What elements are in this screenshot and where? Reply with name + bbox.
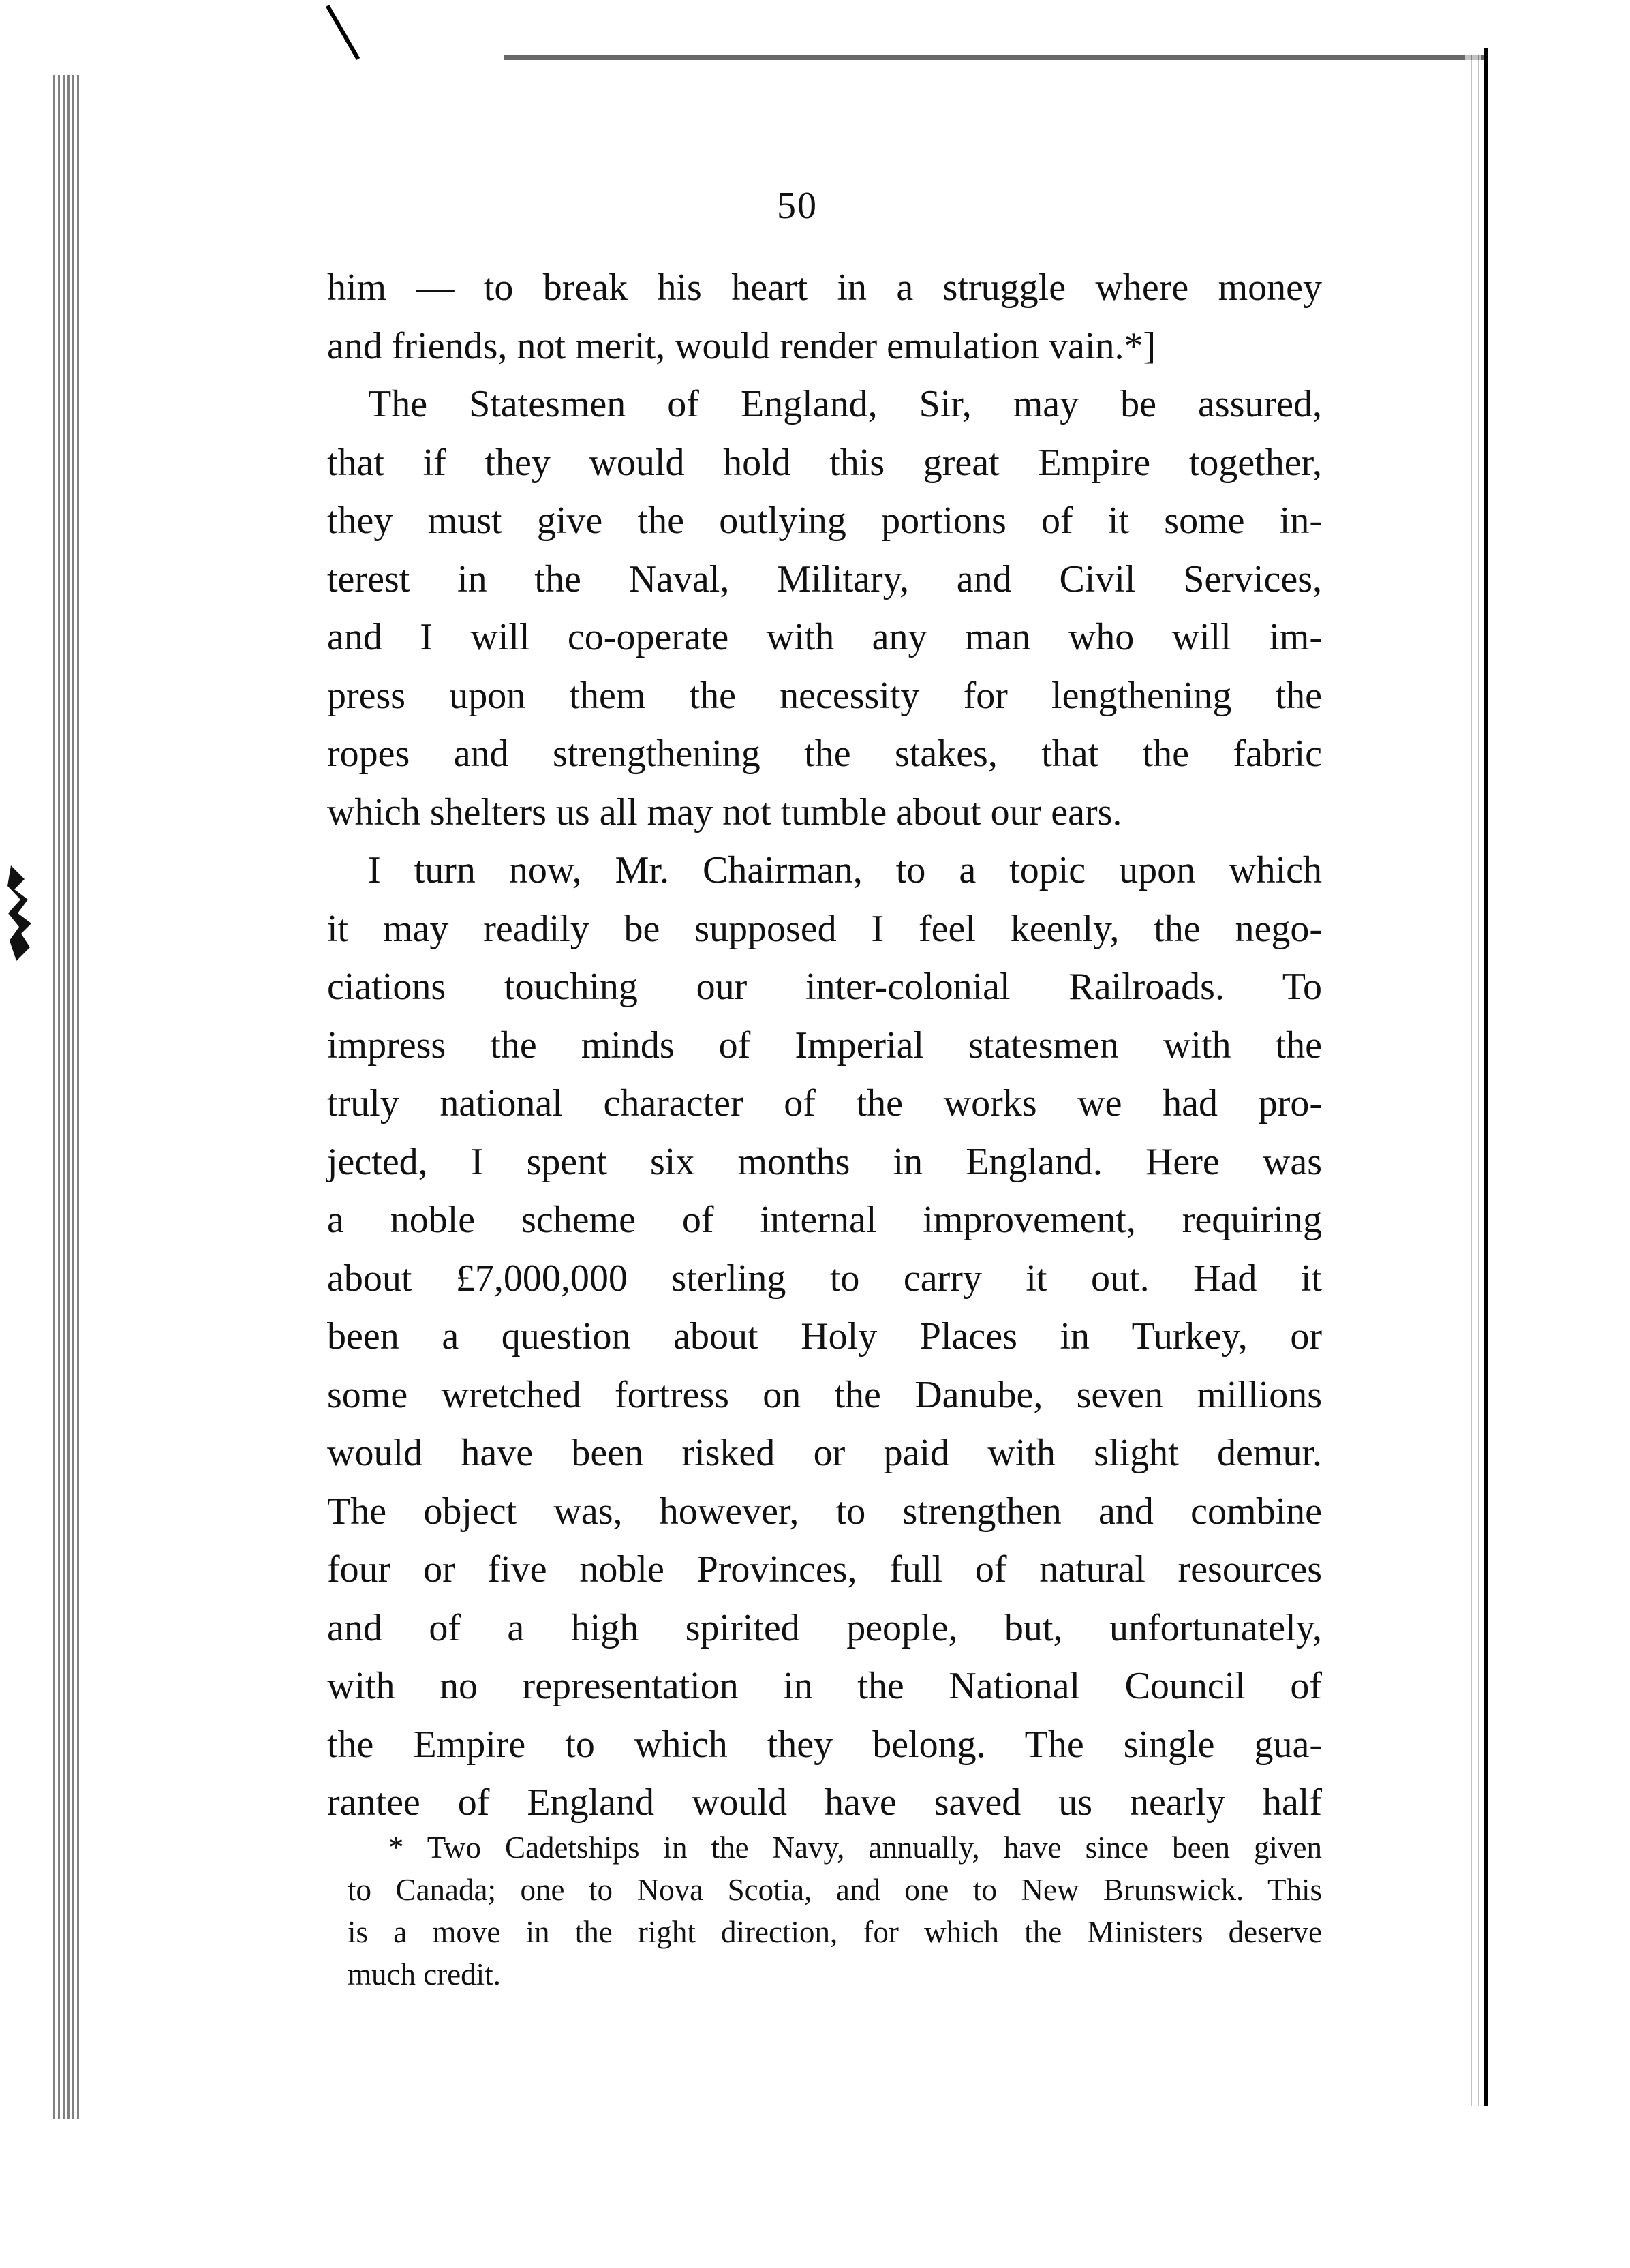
footnote-line: is a move in the right direction, for which the Ministers deserve — [348, 1915, 1322, 1949]
scan-artifact-stroke — [326, 5, 360, 60]
text-line: jected, I spent six months in England. Here was — [327, 1140, 1322, 1183]
body-text — [327, 259, 1322, 1833]
text-line: and of a high spirited people, but, unfortunately, — [327, 1606, 1322, 1649]
page-top-shadow — [504, 55, 1486, 60]
page-edge-stack — [1465, 55, 1481, 2106]
page-number: 50 — [777, 185, 818, 227]
text-line: The object was, however, to strengthen and combine — [327, 1490, 1322, 1533]
footnote-line: * Two Cadetships in the Navy, annually, have since been given — [388, 1830, 1322, 1865]
scan-artifact-blotch — [4, 859, 38, 968]
footnote-line: to Canada; one to Nova Scotia, and one to New Brunswick. This — [348, 1873, 1322, 1907]
text-line: that if they would hold this great Empire together, — [327, 441, 1322, 484]
text-line: truly national character of the works we had pro- — [327, 1082, 1322, 1124]
text-line: and I will co-operate with any man who will im- — [327, 616, 1322, 658]
text-line: with no representation in the National Council of — [327, 1665, 1322, 1707]
footnote — [348, 1826, 1322, 1995]
text-line: they must give the outlying portions of it some in- — [327, 500, 1322, 542]
footnote-line: much credit. — [348, 1957, 501, 1991]
text-line: him — to break his heart in a struggle where money — [327, 266, 1322, 309]
text-line: The Statesmen of England, Sir, may be assured, — [368, 383, 1322, 425]
text-line: ropes and strengthening the stakes, that the fabric — [327, 733, 1322, 775]
text-line: four or five noble Provinces, full of natural resources — [327, 1548, 1322, 1591]
book-binding-edge — [53, 75, 80, 2119]
text-line: been a question about Holy Places in Turkey, or — [327, 1315, 1322, 1358]
text-line: and friends, not merit, would render emulation vain.*] — [327, 324, 1156, 367]
page-right-edge — [1484, 48, 1488, 2106]
text-line: about £7,000,000 sterling to carry it out. Had it — [327, 1257, 1322, 1300]
book-page — [327, 184, 1322, 2024]
text-line: the Empire to which they belong. The single gua- — [327, 1723, 1322, 1766]
text-line: rantee of England would have saved us nearly half — [327, 1781, 1322, 1824]
text-line: press upon them the necessity for lengthening the — [327, 674, 1322, 717]
text-line: a noble scheme of internal improvement, requiring — [327, 1199, 1322, 1241]
text-line: impress the minds of Imperial statesmen with the — [327, 1024, 1322, 1067]
text-line: I turn now, Mr. Chairman, to a topic upon which — [368, 849, 1322, 891]
text-line: ciations touching our inter-colonial Railroads. To — [327, 966, 1322, 1008]
text-line: some wretched fortress on the Danube, seven millions — [327, 1373, 1322, 1416]
text-line: would have been risked or paid with slight demur. — [327, 1432, 1322, 1474]
text-line: it may readily be supposed I feel keenly, the nego- — [327, 907, 1322, 950]
text-line: terest in the Naval, Military, and Civil Services, — [327, 557, 1322, 600]
text-line: which shelters us all may not tumble about our ears. — [327, 791, 1122, 833]
